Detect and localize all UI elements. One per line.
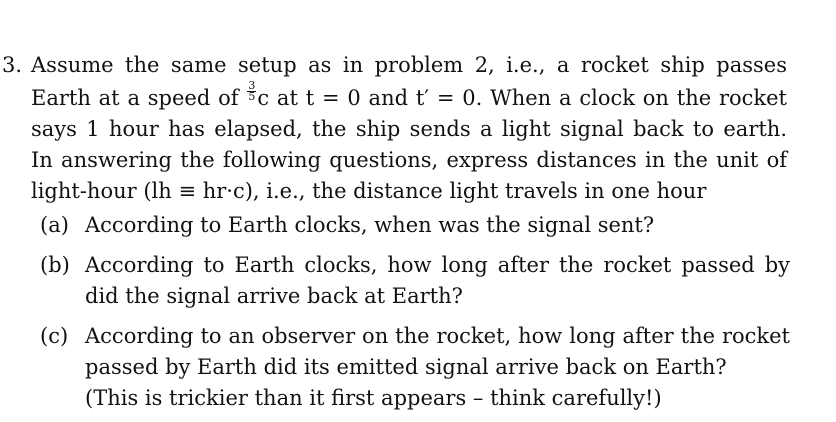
stem-line-2 xyxy=(31,81,787,114)
stem-line-5: light-hour (lh ≡ hr·c), i.e., the distance light travels in one hour xyxy=(31,178,707,203)
problem-stem xyxy=(31,50,787,207)
part-b-line-1: According to Earth clocks, how long after the rocket passed by xyxy=(85,253,790,277)
part-a xyxy=(40,210,790,241)
stem-line-4: In answering the following questions, express distances in the unit of xyxy=(31,147,787,172)
part-c xyxy=(40,321,790,414)
sub-questions xyxy=(40,210,790,414)
part-a-label: (a) xyxy=(40,213,69,237)
stem-line-2-before: Earth at a speed of xyxy=(31,85,239,110)
fraction-three-fifths xyxy=(247,81,256,102)
part-c-line-1: According to an observer on the rocket, how long after the rocket xyxy=(85,324,790,348)
part-c-text xyxy=(85,321,790,414)
part-a-text xyxy=(85,210,790,241)
part-b xyxy=(40,250,790,312)
part-c-line-3: (This is trickier than it first appears – think carefully!) xyxy=(85,386,662,410)
part-b-label: (b) xyxy=(40,253,70,277)
part-b-line-2: did the signal arrive back at Earth? xyxy=(85,284,463,308)
problem-number: 3. xyxy=(2,53,23,77)
part-b-text xyxy=(85,250,790,312)
stem-line-2-after: c at t = 0 and t′ = 0. When a clock on the rocket xyxy=(257,85,787,110)
fraction-denominator: 5 xyxy=(248,90,256,103)
fraction-numerator: 3 xyxy=(248,79,256,92)
part-c-line-2: passed by Earth did its emitted signal arrive back on Earth? xyxy=(85,355,727,379)
part-c-label: (c) xyxy=(40,324,69,348)
part-a-line-1: According to Earth clocks, when was the signal sent? xyxy=(85,213,655,237)
stem-line-1: Assume the same setup as in problem 2, i.e., a rocket ship passes xyxy=(31,53,787,77)
stem-line-3: says 1 hour has elapsed, the ship sends a light signal back to earth. xyxy=(31,116,787,141)
